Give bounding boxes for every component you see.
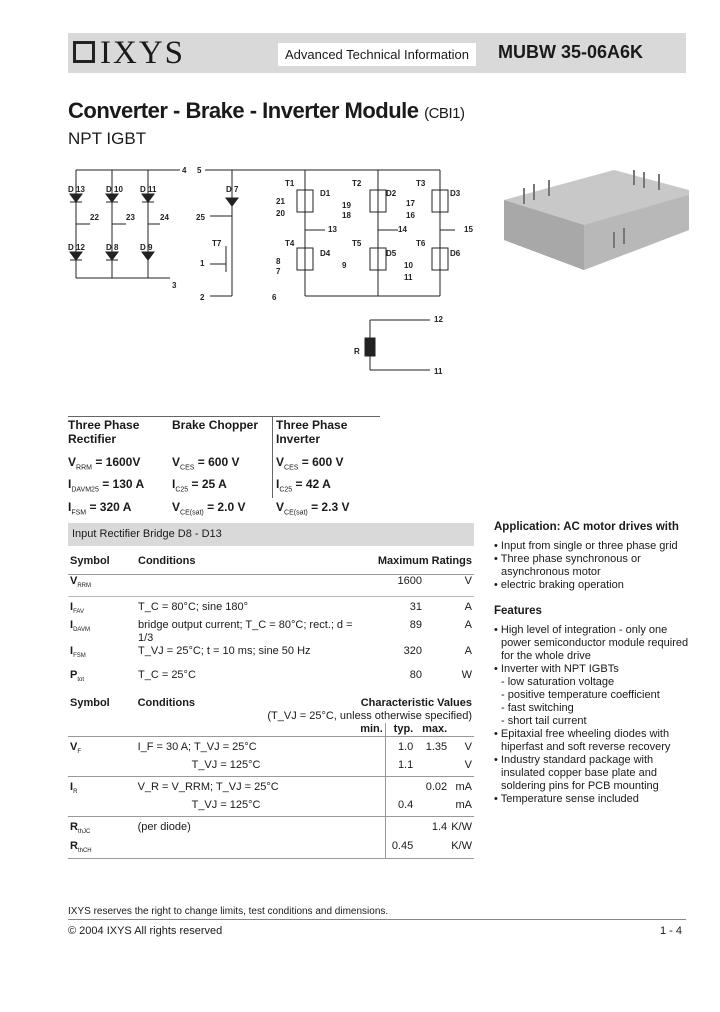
list-item: • Epitaxial free wheeling diodes with hiperfast and soft reverse recovery xyxy=(494,728,671,753)
max-ratings-header: Symbol Conditions Maximum Ratings xyxy=(70,555,472,567)
page-number: 1 - 4 xyxy=(660,925,683,937)
svg-text:D 10: D 10 xyxy=(106,185,123,194)
circuit-schematic xyxy=(60,160,500,382)
summary-row: $I_{FSM} = 320$ A xyxy=(68,499,132,517)
svg-text:D 11: D 11 xyxy=(140,185,157,194)
list-item: • Input from single or three phase grid xyxy=(494,540,678,552)
ixys-logo-square-icon xyxy=(73,41,95,63)
advanced-info-banner: Advanced Technical Information xyxy=(278,43,476,66)
summary-row: $I_{C25} = 42$ A xyxy=(276,477,331,494)
svg-text:D2: D2 xyxy=(386,189,397,198)
page-subtitle: NPT IGBT xyxy=(68,129,147,148)
svg-text:D 12: D 12 xyxy=(68,243,85,252)
summary-row: $V_{CES} = 600$ V xyxy=(276,455,344,472)
application-section xyxy=(494,521,694,592)
svg-text:R: R xyxy=(354,347,360,356)
svg-text:D3: D3 xyxy=(450,189,461,198)
svg-text:D1: D1 xyxy=(320,189,331,198)
svg-text:T5: T5 xyxy=(352,239,362,248)
svg-text:15: 15 xyxy=(464,225,473,234)
list-item: • Industry standard package with insulated copper base plate and soldering pins for PCB mounting xyxy=(494,754,659,792)
svg-text:D 13: D 13 xyxy=(68,185,85,194)
table-row: $R_{thJC}$ (per diode) 1.4 K/W xyxy=(68,817,474,840)
svg-text:D4: D4 xyxy=(320,249,331,258)
svg-text:3: 3 xyxy=(172,281,177,290)
svg-text:1: 1 xyxy=(200,259,205,268)
svg-text:D5: D5 xyxy=(386,249,397,258)
list-item: • Inverter with NPT IGBTs xyxy=(494,663,619,675)
summary-row: $V_{CE(sat)} = 2.0$ V xyxy=(172,499,246,517)
svg-text:21: 21 xyxy=(276,197,285,206)
summary-row: $V_{CE(sat)} = 2.3$ V xyxy=(276,499,350,517)
copyright: © 2004 IXYS All rights reserved xyxy=(68,925,223,937)
application-heading: Application: AC motor drives with xyxy=(494,521,679,533)
svg-text:18: 18 xyxy=(342,211,351,220)
summary-row: $V_{RRM} = 1600V$ xyxy=(68,455,141,472)
max-ratings-table xyxy=(68,555,474,688)
svg-text:D6: D6 xyxy=(450,249,461,258)
list-item: • High level of integration - only one power semiconductor module required for the whole drive xyxy=(494,624,689,662)
table-row: T_VJ = 125°C 1.1 V xyxy=(68,759,474,777)
disclaimer: IXYS reserves the right to change limits, test conditions and dimensions. xyxy=(68,906,389,917)
summary-col2-heading: Brake Chopper xyxy=(172,418,259,432)
part-number: MUBW 35-06A6K xyxy=(498,42,644,62)
list-item: - low saturation voltage xyxy=(501,676,615,688)
svg-text:T6: T6 xyxy=(416,239,426,248)
svg-text:20: 20 xyxy=(276,209,285,218)
svg-text:T2: T2 xyxy=(352,179,362,188)
page-title: Converter - Brake - Inverter Module (CBI1) xyxy=(68,98,465,123)
svg-text:5: 5 xyxy=(197,166,202,175)
table-row: $P_{tot}$ T_C = 25°C 80 W xyxy=(70,669,472,684)
svg-text:16: 16 xyxy=(406,211,415,220)
svg-text:T7: T7 xyxy=(212,239,222,248)
svg-text:D 9: D 9 xyxy=(140,243,153,252)
svg-text:11: 11 xyxy=(404,273,413,282)
table-row: $I_{FAV}$ T_C = 80°C; sine 180° 31 A xyxy=(70,601,472,616)
table-row: $R_{thCH}$ 0.45 K/W xyxy=(68,840,474,859)
svg-text:14: 14 xyxy=(398,225,407,234)
svg-text:T4: T4 xyxy=(285,239,295,248)
summary-row: $I_{C25} = 25$ A xyxy=(172,477,227,494)
characteristic-values-table: Symbol Conditions Characteristic Values (T_VJ = 25°C, unless otherwise specified) min. typ. max. $V_F$ I_F = 30 A; T_VJ = 25°C 1.0 1.35 V T_VJ = 125°C 1.1 V $I_R$ V_R = V_RRM; T_VJ = 25°C 0.02 mA T_VJ = 125°C 0.4 mA $R_{thJC}$ (per diode) 1.4 K/W $R_{thCH}$ 0.45 K/W xyxy=(68,697,474,859)
svg-text:24: 24 xyxy=(160,213,169,222)
svg-text:4: 4 xyxy=(182,166,187,175)
svg-text:23: 23 xyxy=(126,213,135,222)
ixys-logo: IXYS xyxy=(100,35,186,71)
svg-text:T1: T1 xyxy=(285,179,295,188)
svg-text:22: 22 xyxy=(90,213,99,222)
svg-text:10: 10 xyxy=(404,261,413,270)
svg-text:11: 11 xyxy=(434,367,443,376)
list-item: • Three phase synchronous or asynchronous motor xyxy=(494,553,641,578)
svg-text:25: 25 xyxy=(196,213,205,222)
table-row: $V_{RRM}$ 1600 V xyxy=(70,575,472,590)
char-header: Symbol Conditions Characteristic Values xyxy=(70,697,472,709)
table-row: T_VJ = 125°C 0.4 mA xyxy=(68,799,474,817)
summary-col1-heading: Three Phase Rectifier xyxy=(68,418,140,446)
svg-text:19: 19 xyxy=(342,201,351,210)
svg-text:2: 2 xyxy=(200,293,205,302)
summary-table xyxy=(68,416,380,517)
svg-text:6: 6 xyxy=(272,293,277,302)
list-item: - fast switching xyxy=(501,702,574,714)
svg-text:8: 8 xyxy=(276,257,281,266)
list-item: • Temperature sense included xyxy=(494,793,639,805)
svg-text:12: 12 xyxy=(434,315,443,324)
svg-text:9: 9 xyxy=(342,261,347,270)
module-photo xyxy=(494,160,694,290)
features-section xyxy=(494,605,694,806)
table-row: $I_{FSM}$ T_VJ = 25°C; t = 10 ms; sine 50 Hz 320 A xyxy=(70,645,472,660)
section-title: Input Rectifier Bridge D8 - D13 xyxy=(68,523,474,546)
table-row: $I_{DAVM}$ bridge output current; T_C = 80°C; rect.; d = 1/3 89 A xyxy=(70,619,472,645)
summary-row: $V_{CES} = 600$ V xyxy=(172,455,240,472)
svg-text:T3: T3 xyxy=(416,179,426,188)
summary-col3-heading: Three Phase Inverter xyxy=(276,418,348,446)
svg-text:7: 7 xyxy=(276,267,281,276)
svg-text:D 8: D 8 xyxy=(106,243,119,252)
list-item: • electric braking operation xyxy=(494,579,624,591)
summary-row: $I_{DAVM25} = 130$ A xyxy=(68,477,145,494)
list-item: - short tail current xyxy=(501,715,587,727)
features-heading: Features xyxy=(494,605,542,617)
svg-text:D 7: D 7 xyxy=(226,185,239,194)
svg-text:13: 13 xyxy=(328,225,337,234)
list-item: - positive temperature coefficient xyxy=(501,689,660,701)
footer-divider xyxy=(68,919,686,920)
table-row: $V_F$ I_F = 30 A; T_VJ = 25°C 1.0 1.35 V xyxy=(68,737,474,760)
table-row: $I_R$ V_R = V_RRM; T_VJ = 25°C 0.02 mA xyxy=(68,777,474,800)
svg-text:17: 17 xyxy=(406,199,415,208)
